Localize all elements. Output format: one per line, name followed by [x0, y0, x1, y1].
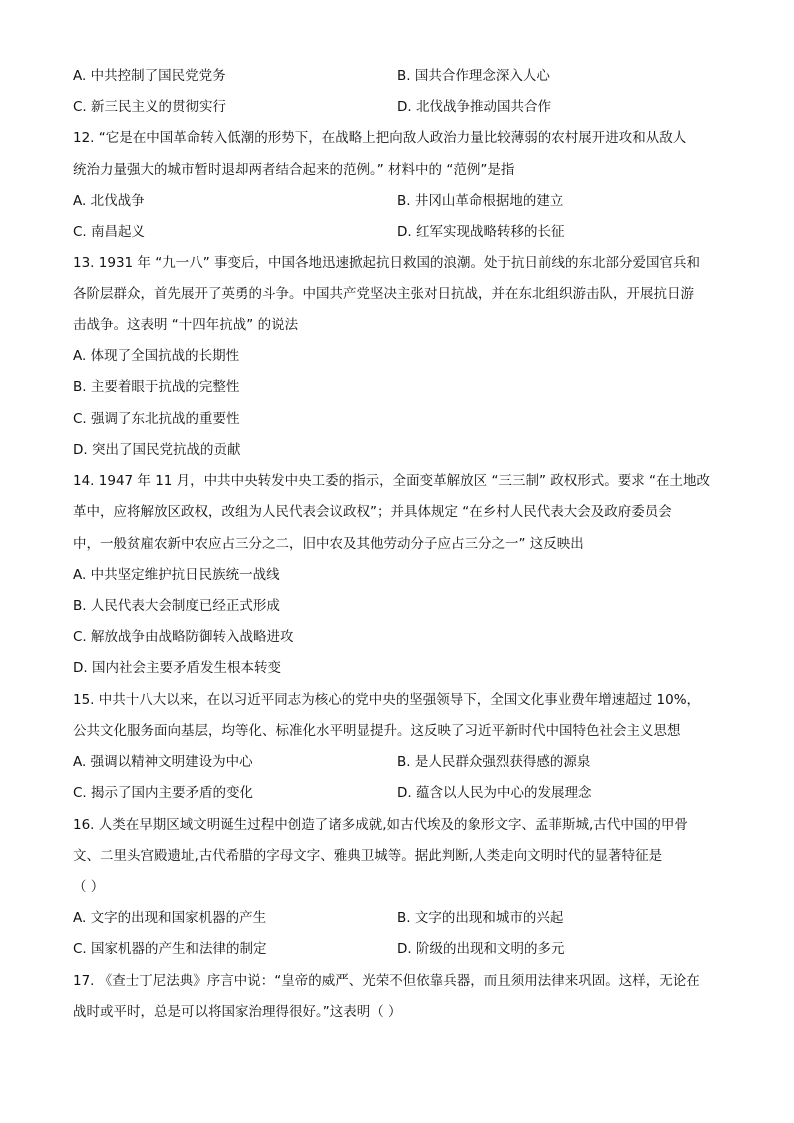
q13-stem-line2: 各阶层群众，首先展开了英勇的斗争。中国共产党坚决主张对日抗战，并在东北组织游击队，开展抗日游	[73, 286, 694, 302]
q13-stem-line1: 13. 1931 年 “九一八” 事变后，中国各地迅速掀起抗日救国的浪潮。处于抗日前线的东北部分爱国官兵和	[73, 255, 700, 271]
q16-option-a: A. 文字的出现和国家机器的产生	[73, 910, 267, 926]
q16-option-b: B. 文字的出现和城市的兴起	[397, 910, 564, 926]
q13-option-a: A. 体现了全国抗战的长期性	[73, 348, 240, 364]
q17-stem-line2: 战时或平时，总是可以将国家治理得很好。”这表明（ ）	[73, 1004, 402, 1020]
q16-option-d: D. 阶级的出现和文明的多元	[397, 941, 565, 957]
q14-option-b: B. 人民代表大会制度已经正式形成	[73, 598, 280, 614]
q13-option-b: B. 主要着眼于抗战的完整性	[73, 379, 240, 395]
q13-option-c: C. 强调了东北抗战的重要性	[73, 411, 240, 427]
q13-stem-line3: 击战争。这表明 “十四年抗战” 的说法	[73, 317, 299, 333]
q11-option-c: C. 新三民主义的贯彻实行	[73, 99, 227, 115]
q12-option-d: D. 红军实现战略转移的长征	[397, 224, 565, 240]
q16-stem-line3: （ ）	[73, 879, 105, 895]
q13-option-d: D. 突出了国民党抗战的贡献	[73, 442, 241, 458]
q14-stem-line2: 革中，应将解放区政权，改组为人民代表会议政权”；并具体规定 “在乡村人民代表大会及政府委员会	[73, 504, 672, 520]
q14-option-d: D. 国内社会主要矛盾发生根本转变	[73, 660, 281, 676]
q14-option-a: A. 中共坚定维护抗日民族统一战线	[73, 567, 280, 583]
q12-option-c: C. 南昌起义	[73, 224, 146, 240]
q12-option-b: B. 井冈山革命根据地的建立	[397, 193, 564, 209]
q12-option-a: A. 北伐战争	[73, 193, 145, 209]
q11-option-d: D. 北伐战争推动国共合作	[397, 99, 551, 115]
q17-stem-line1: 17. 《查士丁尼法典》序言中说：“皇帝的威严、光荣不但依靠兵器，而且须用法律来巩固。这样，无论在	[73, 973, 700, 989]
q15-stem-line1: 15. 中共十八大以来，在以习近平同志为核心的党中央的坚强领导下，全国文化事业费年增速超过 10%，	[73, 692, 701, 708]
q16-stem-line2: 文、二里头宫殿遗址,古代希腊的字母文字、雅典卫城等。据此判断,人类走向文明时代的显著特征是	[73, 848, 663, 864]
q15-stem-line2: 公共文化服务面向基层，均等化、标准化水平明显提升。这反映了习近平新时代中国特色社会主义思想	[73, 723, 681, 739]
q12-stem-line2: 统治力量强大的城市暂时退却两者结合起来的范例。” 材料中的 “范例”是指	[73, 162, 515, 178]
q15-option-c: C. 揭示了国内主要矛盾的变化	[73, 785, 254, 801]
q15-option-a: A. 强调以精神文明建设为中心	[73, 754, 253, 770]
q14-stem-line1: 14. 1947 年 11 月，中共中央转发中央工委的指示，全面变革解放区 “三三制” 政权形式。要求 “在土地改	[73, 473, 711, 489]
q11-option-b: B. 国共合作理念深入人心	[397, 68, 550, 84]
q16-option-c: C. 国家机器的产生和法律的制定	[73, 941, 267, 957]
q14-stem-line3: 中，一般贫雇农新中农应占三分之二，旧中农及其他劳动分子应占三分之一” 这反映出	[73, 536, 584, 552]
q16-stem-line1: 16. 人类在早期区域文明诞生过程中创造了诸多成就,如古代埃及的象形文字、孟菲斯城,古代中国的甲骨	[73, 817, 688, 833]
q11-option-a: A. 中共控制了国民党党务	[73, 68, 226, 84]
q12-stem-line1: 12. “它是在中国革命转入低潮的形势下，在战略上把向敌人政治力量比较薄弱的农村展开进攻和从敌人	[73, 130, 687, 146]
q15-option-b: B. 是人民群众强烈获得感的源泉	[397, 754, 591, 770]
q15-option-d: D. 蕴含以人民为中心的发展理念	[397, 785, 592, 801]
q14-option-c: C. 解放战争由战略防御转入战略进攻	[73, 629, 294, 645]
